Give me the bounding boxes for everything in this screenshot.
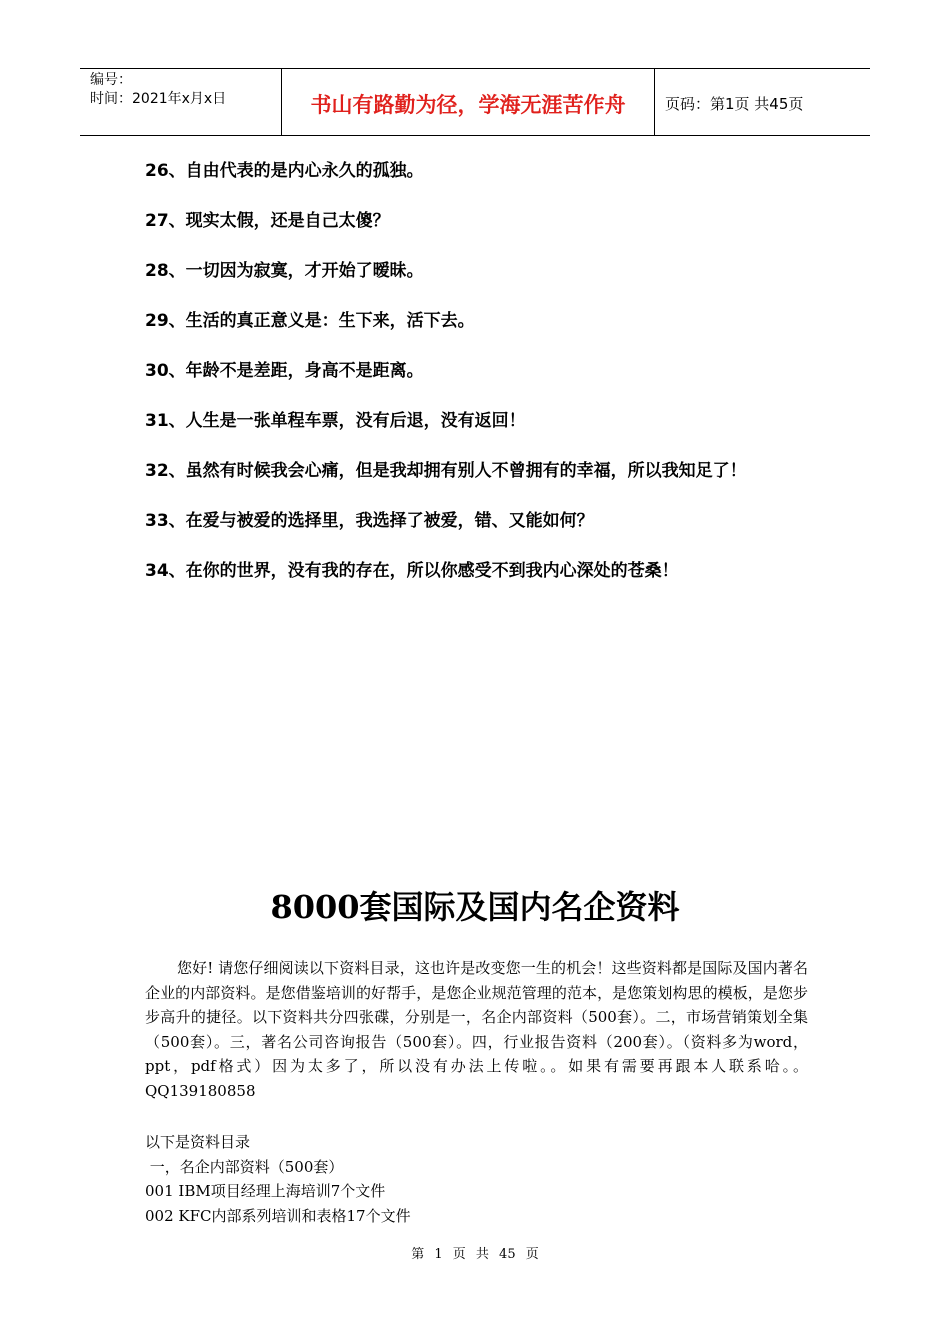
quote-item: 30、年龄不是差距，身高不是距离。 [145,361,424,381]
document-title: 8000套国际及国内名企资料 [270,888,680,926]
header-motto: 书山有路勤为径，学海无涯苦作舟 [282,69,655,135]
page-footer: 第 1 页 共 45 页 [411,1247,539,1262]
intro-paragraph: 您好! 请您仔细阅读以下资料目录，这也许是改变您一生的机会！这些资料都是国际及国内著名企业的内部资料。是您借鉴培训的好帮手，是您企业规范管理的范本，是您策划构思的模板，是您步步高升的捷径。以下资料共分四张碟，分别是一，名企内部资料（500套）。二，市场营销策划全集（500套）。三，著名公司咨询报告（500套）。四，行业报告资料（200套）。（资料多为word，ppt，pdf格式）因为太多了，所以没有办法上传啦。。如果有需要再跟本人联系哈。。QQ139180858 [145,959,808,1100]
quote-item: 28、一切因为寂寞，才开始了暧昧。 [145,261,424,281]
header-page-info: 页码：第1页 共45页 [665,94,804,113]
quote-list [145,158,845,608]
header-meta [80,69,282,135]
catalog-heading: 以下是资料目录 [145,1133,251,1151]
catalog-list [145,1130,808,1228]
quote-item: 26、自由代表的是内心永久的孤独。 [145,161,424,181]
catalog-item: 002 KFC内部系列培训和表格17个文件 [145,1206,411,1225]
quote-item: 29、生活的真正意义是：生下来，活下去。 [145,311,475,331]
page-header [80,68,870,136]
quote-item: 27、现实太假，还是自己太傻？ [145,211,390,231]
quote-item: 34、在你的世界，没有我的存在，所以你感受不到我内心深处的苍桑！ [145,561,679,581]
number-label: 编号： [90,72,132,88]
quote-item: 33、在爱与被爱的选择里，我选择了被爱，错、又能如何？ [145,511,594,531]
quote-item: 31、人生是一张单程车票，没有后退，没有返回！ [145,411,526,431]
catalog-item: 001 IBM项目经理上海培训7个文件 [145,1182,386,1200]
catalog-item: 一，名企内部资料（500套） [145,1157,344,1176]
quote-item: 32、虽然有时候我会心痛，但是我却拥有别人不曾拥有的幸福，所以我知足了！ [145,461,747,481]
time-label: 时间：2021年x月x日 [90,91,227,107]
